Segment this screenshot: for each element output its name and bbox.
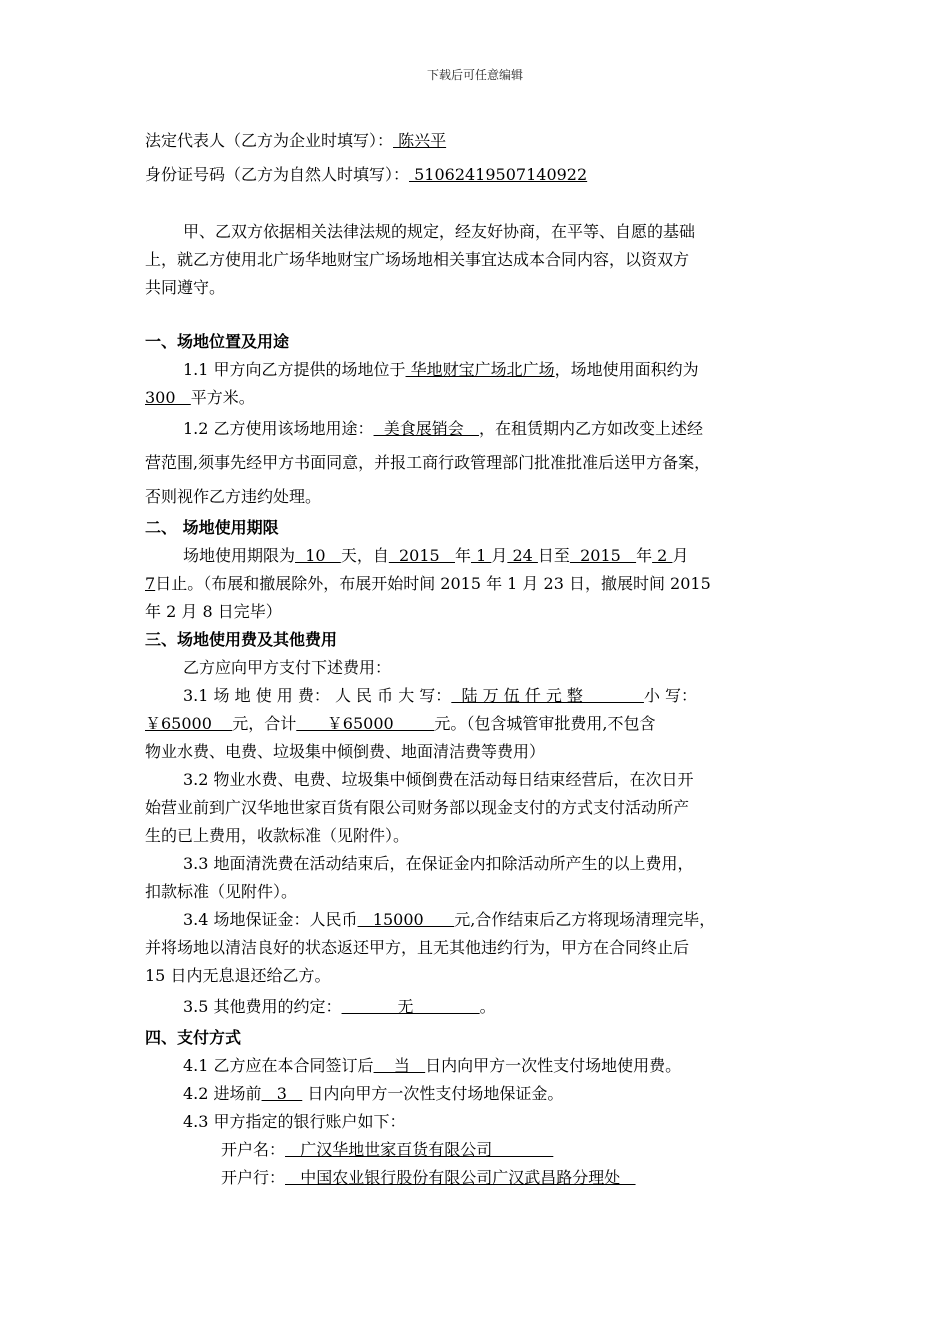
deposit-days: 3: [261, 1084, 303, 1103]
clause-3-4-line-3: 15 日内无息退还给乙方。: [145, 966, 331, 985]
clause-3-3-line-1: 3.3 地面清洗费在活动结束后，在保证金内扣除活动所产生的以上费用，: [183, 854, 694, 873]
clause-4-3: 4.3 甲方指定的银行账户如下：: [183, 1112, 406, 1131]
clause-3-4: [145, 906, 810, 934]
clause-3-1: [145, 682, 810, 710]
payment-days: 当: [373, 1056, 426, 1075]
legal-rep-label: 法定代表人（乙方为企业时填写）：: [145, 131, 394, 150]
text: 日止。（布展和撤展除外，布展开始时间 2015 年 1 月 23 日，撤展时间 2015: [155, 574, 711, 593]
clause-1-2-line-2: 营范围,须事先经甲方书面同意，并报工商行政管理部门批准批准后送甲方备案，: [145, 453, 711, 472]
intro-line-2: 上，就乙方使用北广场华地财宝广场场地相关事宜达成本合同内容，以资双方: [145, 250, 690, 269]
clause-3-2-line-2: 始营业前到广汉华地世家百货有限公司财务部以现金支付的方式支付活动所产: [145, 798, 690, 817]
bank-line: [145, 1164, 810, 1192]
fee-amount: ￥65000: [145, 714, 233, 733]
id-no-value: 51062419507140922: [409, 165, 588, 184]
clause-3-2-line-3: 生的已上费用，收款标准（见附件）。: [145, 826, 410, 845]
text: 月: [672, 546, 689, 565]
text: 年: [454, 546, 471, 565]
site-use: 美食展销会: [373, 419, 479, 438]
legal-rep-value: 陈兴平: [393, 131, 447, 150]
text: 4.1 乙方应在本合同签订后: [183, 1056, 374, 1075]
fees-lead: 乙方应向甲方支付下述费用：: [183, 658, 392, 677]
bank-label: 开户行：: [221, 1168, 286, 1187]
text: 年: [636, 546, 653, 565]
end-month: 2: [652, 546, 673, 565]
text: 3.1 场 地 使 用 费： 人 民 币 大 写：: [183, 686, 452, 705]
start-year: 2015: [388, 546, 455, 565]
term-line-1: [145, 542, 810, 570]
clause-3-3-line-2: 扣款标准（见附件）。: [145, 882, 298, 901]
text: 3.4 场地保证金：人民币: [183, 910, 358, 929]
intro-line-3: 共同遵守。: [145, 278, 226, 297]
text: 日至: [537, 546, 570, 565]
start-day: 24: [507, 546, 538, 565]
start-month: 1: [471, 546, 492, 565]
clause-3-5: [145, 990, 810, 1024]
id-no-label: 身份证号码（乙方为自然人时填写）：: [145, 165, 410, 184]
intro-line-1: 甲、乙双方依据相关法律法规的规定，经友好协商，在平等、自愿的基础: [183, 222, 696, 241]
contract-page: [145, 124, 810, 1192]
text: 3.5 其他费用的约定：: [183, 997, 342, 1016]
clause-3-1-line-3: 物业水费、电费、垃圾集中倾倒费、地面清洁费等费用）: [145, 742, 546, 761]
text: 月: [491, 546, 508, 565]
end-year: 2015: [569, 546, 637, 565]
term-line-2: [145, 570, 810, 598]
text: 元,合作结束后乙方将现场清理完毕，: [454, 910, 716, 929]
text: 场地使用期限为: [183, 546, 296, 565]
section-3-title: 三、场地使用费及其他费用: [145, 630, 338, 649]
id-no-line: [145, 158, 810, 192]
clause-1-2: [145, 412, 810, 446]
fee-in-words: 陆 万 伍 仟 元 整: [451, 686, 644, 705]
term-line-3: 年 2 月 8 日完毕）: [145, 602, 282, 621]
legal-rep-line: [145, 124, 810, 158]
text: 。: [479, 997, 496, 1016]
account-name-line: [145, 1136, 810, 1164]
section-2-title: 二、 场地使用期限: [145, 518, 279, 537]
clause-4-2: [145, 1080, 810, 1108]
header-note: 下载后可任意编辑: [426, 68, 523, 82]
account-name: 广汉华地世家百货有限公司: [285, 1140, 554, 1159]
text: 1.2 乙方使用该场地用途：: [183, 419, 374, 438]
clause-3-1-line-2: [145, 710, 810, 738]
text: ，在租赁期内乙方如改变上述经: [478, 419, 703, 438]
term-days: 10: [295, 546, 341, 565]
text: 元。（包含城管审批费用,不包含: [434, 714, 656, 733]
text: 日内向甲方一次性支付场地保证金。: [302, 1084, 564, 1103]
clause-1-1-cont: [145, 384, 810, 412]
other-fees: 无: [341, 997, 480, 1016]
bank-name: 中国农业银行股份有限公司广汉武昌路分理处: [285, 1168, 636, 1187]
text: 4.2 进场前: [183, 1084, 262, 1103]
deposit-amount: 15000: [357, 910, 455, 929]
text: ，场地使用面积约为: [554, 360, 699, 379]
site-area: 300: [145, 388, 191, 407]
clause-4-1: [145, 1052, 810, 1080]
clause-3-2-line-1: 3.2 物业水费、电费、垃圾集中倾倒费在活动每日结束经营后，在次日开: [183, 770, 694, 789]
text: 天，自: [340, 546, 389, 565]
clause-1-2-line-3: 否则视作乙方违约处理。: [145, 487, 322, 506]
site-location: 华地财宝广场北广场: [405, 360, 555, 379]
fee-total: ￥65000: [296, 714, 435, 733]
clause-3-4-line-2: 并将场地以清洁良好的状态返还甲方，且无其他违约行为，甲方在合同终止后: [145, 938, 690, 957]
text: 元，合计: [232, 714, 297, 733]
section-1-title: 一、场地位置及用途: [145, 332, 290, 351]
section-4-title: 四、支付方式: [145, 1028, 242, 1047]
text: 日内向甲方一次性支付场地使用费。: [425, 1056, 682, 1075]
text: 1.1 甲方向乙方提供的场地位于: [183, 360, 406, 379]
text: 小 写：: [643, 686, 698, 705]
account-name-label: 开户名：: [221, 1140, 286, 1159]
clause-1-1: [145, 356, 810, 384]
end-day: 7: [145, 574, 156, 593]
text: 平方米。: [190, 388, 255, 407]
